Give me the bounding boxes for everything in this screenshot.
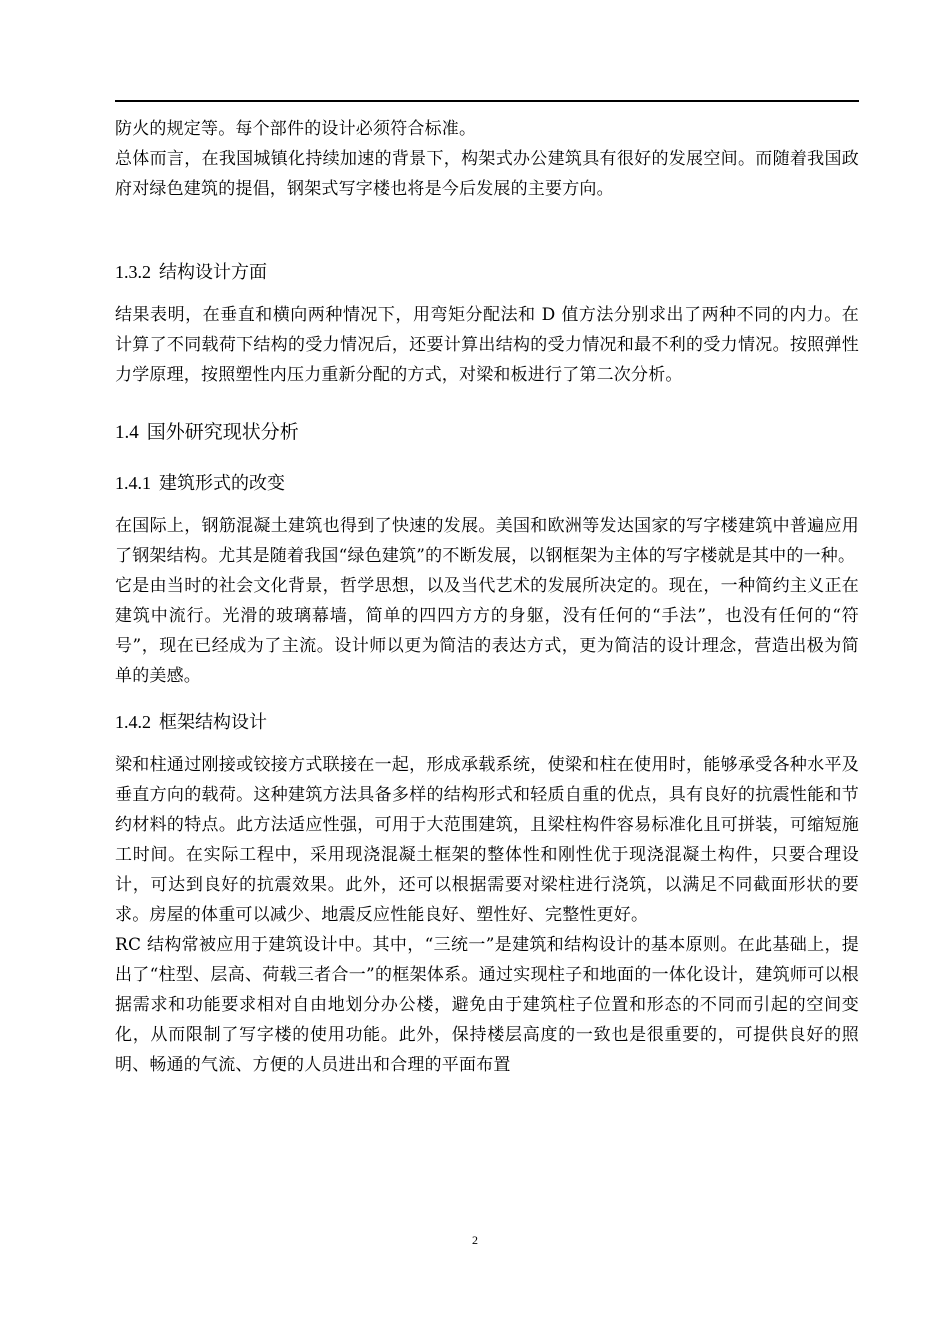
section-number: 1.4.1: [115, 473, 151, 493]
paragraph: 结果表明，在垂直和横向两种情况下，用弯矩分配法和 D 值方法分别求出了两种不同的内力。在计算了不同载荷下结构的受力情况后，还要计算出结构的受力情况和最不利的受力情况。按照弹性力学原理，按照塑性内压力重新分配的方式，对梁和板进行了第二次分析。: [115, 305, 859, 385]
paragraph: 它是由当时的社会文化背景，哲学思想，以及当代艺术的发展所决定的。现在，一种简约主义正在建筑中流行。光滑的玻璃幕墙，简单的四四方方的身躯，没有任何的“手法”，也没有任何的“符号”，现在已经成为了主流。设计师以更为简洁的表达方式，更为简洁的设计理念，营造出极为简单的美感。: [115, 576, 859, 686]
section-number: 1.4.2: [115, 712, 151, 732]
header-rule: [115, 100, 859, 102]
section-heading-1-3-2: [115, 257, 859, 288]
section-title: 结构设计方面: [159, 262, 267, 283]
paragraph: 防火的规定等。每个部件的设计必须符合标准。: [115, 119, 477, 139]
paragraph: 梁和柱通过刚接或铰接方式联接在一起，形成承载系统，使梁和柱在使用时，能够承受各种水平及垂直方向的载荷。这种建筑方法具备多样的结构形式和轻质自重的优点，具有良好的抗震性能和节约材料的特点。此方法适应性强，可用于大范围建筑，且梁柱构件容易标准化且可拼装，可缩短施工时间。在实际工程中，采用现浇混凝土框架的整体性和刚性优于现浇混凝土构件，只要合理设计，可达到良好的抗震效果。此外，还可以根据需要对梁柱进行浇筑，以满足不同截面形状的要求。房屋的体重可以减少、地震反应性能良好、塑性好、完整性更好。: [115, 755, 859, 925]
paragraph: RC 结构常被应用于建筑设计中。其中，“三统一”是建筑和结构设计的基本原则。在此基础上，提出了“柱型、层高、荷载三者合一”的框架体系。通过实现柱子和地面的一体化设计，建筑师可以根据需求和功能要求相对自由地划分办公楼，避免由于建筑柱子位置和形态的不同而引起的空间变化，从而限制了写字楼的使用功能。此外，保持楼层高度的一致也是很重要的，可提供良好的照明、畅通的气流、方便的人员进出和合理的平面布置: [115, 935, 859, 1075]
section-number: 1.3.2: [115, 262, 151, 282]
paragraph: 在国际上，钢筋混凝土建筑也得到了快速的发展。美国和欧洲等发达国家的写字楼建筑中普遍应用了钢架结构。尤其是随着我国“绿色建筑”的不断发展，以钢框架为主体的写字楼就是其中的一种。: [115, 516, 859, 566]
paragraph: 总体而言，在我国城镇化持续加速的背景下，构架式办公建筑具有很好的发展空间。而随着我国政府对绿色建筑的提倡，钢架式写字楼也将是今后发展的主要方向。: [115, 149, 859, 199]
section-heading-1-4-1: [115, 468, 859, 499]
page-number: 2: [472, 1233, 478, 1247]
document-body: [115, 114, 859, 1080]
section-heading-1-4: [115, 417, 859, 448]
section-title: 国外研究现状分析: [146, 421, 299, 443]
section-title: 建筑形式的改变: [159, 473, 285, 494]
section-heading-1-4-2: [115, 707, 859, 738]
section-title: 框架结构设计: [159, 712, 267, 733]
section-number: 1.4: [115, 422, 139, 443]
